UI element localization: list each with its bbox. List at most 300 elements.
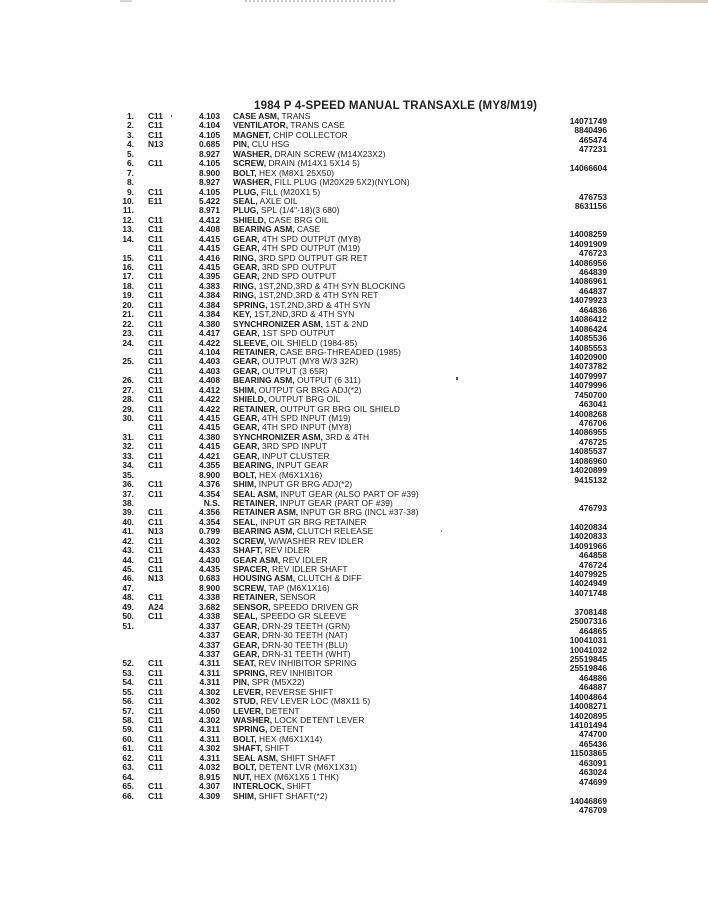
part-detail: LOCK DETENT LEVER: [272, 715, 365, 725]
part-detail: SHIFT SHAFT: [278, 752, 336, 763]
item-number: 46.: [122, 573, 134, 584]
scan-page-edge: [538, 0, 708, 3]
part-detail: 1ST,2ND,3RD & 4TH SYN BLOCKING: [256, 280, 406, 291]
part-number: 476706: [579, 418, 607, 428]
group-number: 4.435: [199, 564, 220, 574]
group-code: C11: [148, 507, 163, 518]
group-code: C11: [148, 252, 163, 263]
group-code: C11: [148, 328, 163, 339]
item-number: 9.: [127, 186, 134, 197]
part-detail: INPUT GR BRG (INCL #37-38): [298, 507, 419, 518]
item-number: 31.: [122, 431, 134, 442]
part-name: SHIELD,: [233, 214, 267, 225]
part-name: BOLT,: [233, 762, 257, 773]
group-code: C11: [148, 120, 163, 131]
group-code: C11: [148, 752, 163, 763]
group-number: 8.915: [199, 771, 220, 782]
part-name: GEAR,: [233, 413, 260, 423]
part-number: 474700: [579, 729, 607, 740]
part-name: GEAR,: [233, 639, 260, 650]
part-number: 463024: [579, 767, 607, 778]
part-name: SYNCHRONIZER ASM,: [233, 431, 323, 442]
part-name: GEAR,: [233, 262, 260, 272]
part-name: WASHER,: [233, 715, 273, 725]
item-number: 15.: [122, 252, 134, 263]
part-detail: SHIFT: [262, 743, 290, 754]
part-name: BOLT,: [233, 167, 257, 178]
part-detail: SHIFT SHAFT(*2): [256, 790, 328, 801]
group-code: C11: [148, 733, 163, 744]
part-number: 14091909: [569, 238, 607, 249]
group-code: C11: [148, 224, 163, 235]
part-number: 14085553: [569, 342, 607, 353]
part-name: NUT,: [233, 771, 252, 782]
item-number: 28.: [122, 394, 134, 405]
part-name: SEAL,: [233, 195, 258, 206]
group-number: 4.415: [199, 243, 220, 254]
item-number: 25.: [122, 356, 134, 367]
item-number: 30.: [122, 413, 134, 423]
item-number: 61.: [122, 743, 134, 754]
part-name: BEARING ASM,: [233, 375, 295, 386]
part-detail: SPL (1/4"-18)(3 680): [258, 205, 340, 216]
group-number: 8.927: [199, 148, 220, 159]
part-detail: 1ST SPD OUTPUT: [259, 328, 335, 339]
group-number: 8.900: [199, 582, 220, 593]
item-number: 5.: [127, 148, 134, 159]
part-name: SEAL,: [233, 516, 258, 527]
part-name: KEY,: [233, 309, 252, 320]
group-number: 4.384: [199, 290, 220, 301]
item-number: 14.: [122, 233, 134, 244]
group-number: 4.380: [199, 318, 220, 329]
part-number: 464837: [579, 285, 607, 296]
group-number: 4.337: [199, 648, 220, 659]
group-number: 4.104: [199, 120, 220, 131]
group-number: 4.384: [199, 309, 220, 320]
item-number: 12.: [122, 214, 134, 225]
group-code: C11: [148, 337, 163, 348]
item-number: 47.: [122, 582, 134, 593]
group-code: C11: [148, 214, 163, 225]
part-name: BEARING ASM,: [233, 224, 295, 235]
group-code: C11: [148, 431, 163, 442]
group-code: C11: [148, 129, 163, 140]
item-number: 17.: [122, 271, 134, 282]
item-number: 13.: [122, 224, 134, 235]
group-code: C11: [148, 356, 163, 367]
group-number: 4.416: [199, 252, 220, 263]
group-code: C11: [148, 781, 163, 792]
part-detail: CASE BRG-THREADED (1985): [277, 346, 402, 357]
group-code: N13: [148, 573, 164, 584]
part-detail: INPUT GR BRG ADJ(*2): [256, 479, 353, 490]
part-number: 476725: [579, 436, 607, 447]
part-detail: SHIFT: [284, 781, 312, 792]
part-name: CASE ASM,: [233, 111, 280, 121]
group-number: 4.430: [199, 554, 220, 565]
part-number: 464886: [579, 672, 607, 683]
item-number: 44.: [122, 554, 134, 565]
group-number: 4.338: [199, 611, 220, 622]
part-detail: REV INHIBITOR: [267, 667, 333, 678]
part-detail: TRANS CASE: [288, 120, 345, 131]
item-number: 51.: [122, 620, 134, 631]
part-name: SHIM,: [233, 790, 257, 801]
part-detail: INPUT GEAR: [273, 460, 329, 471]
part-name: BOLT,: [233, 733, 257, 744]
part-number: 14008271: [569, 701, 607, 712]
item-number: 54.: [122, 677, 134, 688]
part-detail: CLU HSG: [249, 139, 290, 150]
item-number: 24.: [122, 337, 134, 348]
part-name: SHIM,: [233, 479, 257, 490]
parts-list-row: [0, 790, 708, 806]
part-number: 14020895: [569, 710, 607, 721]
part-number: 14020833: [569, 531, 607, 542]
part-number: 25519845: [569, 653, 607, 664]
item-number: 43.: [122, 545, 134, 556]
group-code: C11: [148, 592, 163, 603]
part-detail: OUTPUT GR BRG OIL SHIELD: [277, 403, 401, 414]
group-number: 4.415: [199, 233, 220, 244]
group-number: 4.302: [199, 743, 220, 754]
part-detail: CHIP COLLECTOR: [270, 129, 348, 140]
item-number: 59.: [122, 724, 134, 735]
item-number: 22.: [122, 318, 134, 329]
group-code: A24: [148, 601, 164, 612]
part-number: 10041032: [569, 644, 607, 655]
part-name: BOLT,: [233, 469, 257, 480]
group-code: N13: [148, 526, 164, 537]
part-number: 14066604: [569, 163, 607, 174]
part-name: LEVER,: [233, 705, 264, 716]
group-number: 4.395: [199, 271, 220, 282]
item-number: 57.: [122, 705, 134, 716]
parts-list-row: [0, 206, 708, 215]
part-number: 7450700: [574, 389, 607, 400]
item-number: 20.: [122, 299, 134, 310]
part-detail: INPUT GEAR (ALSO PART OF #39): [278, 488, 419, 499]
item-number: 45.: [122, 564, 134, 574]
part-detail: DRAIN SCREW (M14X23X2): [272, 148, 386, 159]
item-number: 29.: [122, 403, 134, 414]
group-code: C11: [148, 111, 163, 121]
group-number: 8.971: [199, 205, 220, 216]
part-number: 14086412: [569, 314, 607, 325]
group-number: 8.927: [199, 177, 220, 188]
group-code: C11: [148, 365, 163, 376]
part-name: SEAL ASM,: [233, 488, 279, 499]
part-number: 9415132: [574, 474, 607, 485]
item-number: 16.: [122, 262, 134, 272]
part-detail: 2ND SPD OUTPUT: [259, 271, 337, 282]
part-name: LEVER,: [233, 686, 264, 697]
part-detail: DRAIN (M14X1 5X14 5): [266, 158, 360, 169]
item-number: 37.: [122, 488, 134, 499]
part-name: RING,: [233, 280, 257, 291]
group-code: C11: [148, 450, 163, 461]
part-detail: INPUT GEAR (PART OF #39): [277, 497, 393, 508]
part-number: 464887: [579, 682, 607, 693]
item-number: 33.: [122, 450, 134, 461]
part-number: 464865: [579, 625, 607, 636]
part-number: 14046869: [569, 795, 607, 806]
part-detail: REV INHIBITOR SPRING: [256, 658, 357, 669]
part-number: 463041: [579, 399, 607, 410]
part-name: GEAR,: [233, 365, 260, 376]
part-detail: 3RD SPD OUTPUT: [259, 262, 337, 272]
part-detail: CASE BRG OIL: [266, 214, 329, 225]
group-code: C11: [148, 394, 163, 405]
group-number: 4.356: [199, 507, 220, 518]
part-name: GEAR,: [233, 356, 260, 367]
group-code: C11: [148, 346, 163, 357]
group-number: 4.433: [199, 545, 220, 556]
group-code: C11: [148, 262, 163, 272]
group-code: C11: [148, 243, 163, 254]
scan-artifact-header-bleed: [245, 0, 395, 5]
part-detail: OUTPUT BRG OIL: [266, 394, 341, 405]
part-detail: SPEEDO GR SLEEVE: [257, 611, 347, 622]
part-number: 14073782: [569, 361, 607, 372]
group-number: 4.105: [199, 158, 220, 169]
item-number: 49.: [122, 601, 134, 612]
part-name: GEAR,: [233, 233, 260, 244]
item-number: 1.: [127, 111, 134, 121]
part-detail: REV IDLER SHAFT: [269, 564, 348, 574]
group-code: C11: [148, 677, 163, 688]
part-name: RETAINER,: [233, 403, 278, 414]
part-number: 14086956: [569, 257, 607, 268]
group-code: C11: [148, 318, 163, 329]
part-name: GEAR,: [233, 243, 260, 254]
part-name: SPACER,: [233, 564, 270, 574]
item-number: 7.: [127, 167, 134, 178]
part-detail: DETENT: [263, 705, 300, 716]
part-number: 14085536: [569, 333, 607, 344]
group-code: C11: [148, 545, 163, 556]
group-number: 4.408: [199, 224, 220, 235]
group-code: C11: [148, 384, 163, 395]
group-number: 3.682: [199, 601, 220, 612]
parts-list-row: [0, 782, 708, 791]
group-number: 4.354: [199, 516, 220, 527]
part-detail: DRN-31 TEETH (WHT): [259, 648, 351, 659]
group-number: 4.311: [199, 677, 220, 688]
group-number: 4.421: [199, 450, 220, 461]
part-number: 14079997: [569, 370, 607, 381]
part-number: 465436: [579, 738, 607, 749]
item-number: 36.: [122, 479, 134, 490]
item-number: 38.: [122, 497, 134, 508]
part-number: 14079925: [569, 569, 607, 579]
group-code: C11: [148, 280, 163, 291]
part-name: GEAR ASM,: [233, 554, 281, 565]
part-detail: REVERSE SHIFT: [263, 686, 334, 697]
part-number: 14086960: [569, 455, 607, 466]
item-number: 66.: [122, 790, 134, 801]
part-number: 14079923: [569, 295, 607, 306]
part-name: GEAR,: [233, 441, 260, 452]
part-detail: FILL PLUG (M20X29 5X2)(NYLON): [272, 177, 410, 188]
part-detail: HEX (M6X1X16): [256, 469, 323, 480]
part-name: SENSOR,: [233, 601, 271, 612]
group-code: C11: [148, 375, 163, 386]
part-number: 14004864: [569, 691, 607, 702]
group-code: C11: [148, 422, 163, 433]
group-code: C11: [148, 705, 163, 716]
group-number: 4.422: [199, 337, 220, 348]
part-detail: OIL SHIELD (1984-85): [268, 337, 358, 348]
group-number: 4.422: [199, 403, 220, 414]
part-number: 14101494: [569, 720, 607, 730]
group-number: 4.311: [199, 752, 220, 763]
group-code: C11: [148, 271, 163, 282]
group-number: 4.415: [199, 413, 220, 423]
part-number: 477231: [579, 144, 607, 155]
group-code: C11: [148, 658, 163, 669]
part-detail: 1ST,2ND,3RD & 4TH SYN: [267, 299, 371, 310]
group-number: 4.302: [199, 535, 220, 546]
item-number: 65.: [122, 781, 134, 792]
part-description: [233, 792, 328, 801]
part-number: 14024949: [569, 578, 607, 589]
part-name: PLUG,: [233, 205, 259, 216]
item-number: 2.: [127, 120, 134, 131]
part-name: PIN,: [233, 139, 250, 150]
part-name: SHIELD,: [233, 394, 267, 405]
part-detail: HEX (M8X1 25X50): [256, 167, 335, 178]
group-code: C11: [148, 233, 163, 244]
part-name: PIN,: [233, 677, 250, 688]
item-number: 52.: [122, 658, 134, 669]
part-number: 14086424: [569, 323, 607, 334]
item-number: 6.: [127, 158, 134, 169]
item-number: 58.: [122, 715, 134, 725]
part-detail: 1ST,2ND,3RD & 4TH SYN RET: [256, 290, 379, 301]
parts-list-row: [0, 178, 708, 187]
group-code: C11: [148, 554, 163, 565]
part-detail: 4TH SPD INPUT (MY8): [259, 422, 352, 433]
part-number: 476753: [579, 191, 607, 202]
part-name: VENTILATOR,: [233, 120, 289, 131]
group-number: 4.337: [199, 639, 220, 650]
part-name: HOUSING ASM,: [233, 573, 296, 584]
part-detail: 4TH SPD INPUT (M19): [259, 413, 351, 423]
group-code: C11: [148, 460, 163, 471]
group-number: 4.105: [199, 129, 220, 140]
group-number: 4.417: [199, 328, 220, 339]
item-number: 21.: [122, 309, 134, 320]
part-number: 14020834: [569, 521, 607, 532]
item-number: 63.: [122, 762, 134, 773]
part-number: 14085537: [569, 446, 607, 457]
group-code: C11: [148, 762, 163, 773]
part-detail: DRN-30 TEETH (BLU): [259, 639, 348, 650]
part-detail: 3RD & 4TH: [322, 431, 370, 442]
group-number: 0.799: [199, 526, 220, 537]
part-detail: DRN-30 TEETH (NAT): [259, 630, 348, 641]
part-name: SEAL,: [233, 611, 258, 622]
part-name: SHAFT,: [233, 743, 263, 754]
group-code: C11: [148, 743, 163, 754]
group-number: 4.384: [199, 299, 220, 310]
part-number: 25519846: [569, 663, 607, 674]
part-number: 464836: [579, 304, 607, 315]
part-name: SHIM,: [233, 384, 257, 395]
part-name: INTERLOCK,: [233, 781, 285, 792]
part-detail: DETENT: [267, 724, 304, 735]
item-number: 50.: [122, 611, 134, 622]
part-name: MAGNET,: [233, 129, 271, 140]
group-number: 4.105: [199, 186, 220, 197]
parts-list-row: [0, 216, 708, 225]
group-number: 0.685: [199, 139, 220, 150]
part-number: 14020899: [569, 465, 607, 476]
group-number: 4.104: [199, 346, 220, 357]
part-detail: HEX (M6X1X5 1 THK): [251, 771, 339, 782]
part-detail: 1ST,2ND,3RD & 4TH SYN: [251, 309, 355, 320]
part-name: GEAR,: [233, 271, 260, 282]
group-code: C11: [148, 535, 163, 546]
part-detail: 4TH SPD OUTPUT (M19): [259, 243, 361, 254]
part-number: 476793: [579, 502, 607, 513]
part-detail: SENSOR: [277, 592, 316, 603]
part-number: 14008259: [569, 229, 607, 240]
group-number: 4.415: [199, 422, 220, 433]
part-number: 14020900: [569, 351, 607, 362]
part-detail: 3RD SPD INPUT: [259, 441, 328, 452]
group-code: C11: [148, 299, 163, 310]
item-number: 27.: [122, 384, 134, 395]
parts-list-row: [0, 801, 708, 815]
part-name: RETAINER,: [233, 497, 278, 508]
group-code: N13: [148, 139, 164, 150]
group-number: 8.900: [199, 167, 220, 178]
part-detail: OUTPUT (MY8 W/3 32R): [259, 356, 359, 367]
part-detail: INPUT CLUSTER: [259, 450, 330, 461]
group-number: 4.103: [199, 111, 220, 121]
part-number: 10041031: [569, 635, 607, 646]
part-name: GEAR,: [233, 648, 260, 659]
item-number: 56.: [122, 696, 134, 707]
part-name: BEARING ASM,: [233, 526, 295, 537]
part-number: 8631156: [574, 200, 607, 211]
part-detail: 1ST & 2ND: [322, 318, 369, 329]
part-name: SPRING,: [233, 299, 268, 310]
item-number: 23.: [122, 328, 134, 339]
part-number: 25007316: [569, 616, 607, 627]
part-number: 464858: [579, 550, 607, 561]
item-number: 4.: [127, 139, 134, 150]
part-detail: DRN-29 TEETH (GRN): [259, 620, 351, 631]
group-number: 4.412: [199, 384, 220, 395]
part-name: WASHER,: [233, 177, 273, 188]
group-number: 4.302: [199, 696, 220, 707]
scan-speck: [441, 530, 442, 532]
item-number: 18.: [122, 280, 134, 291]
part-number: 14071748: [569, 587, 607, 598]
group-code: C11: [148, 516, 163, 527]
group-number: 4.354: [199, 488, 220, 499]
item-number: 42.: [122, 535, 134, 546]
scan-speck: [171, 115, 172, 117]
part-number: 14079996: [569, 380, 607, 391]
item-number: 11.: [122, 205, 134, 216]
part-number: 474699: [579, 776, 607, 787]
part-number: 3708148: [574, 606, 607, 617]
